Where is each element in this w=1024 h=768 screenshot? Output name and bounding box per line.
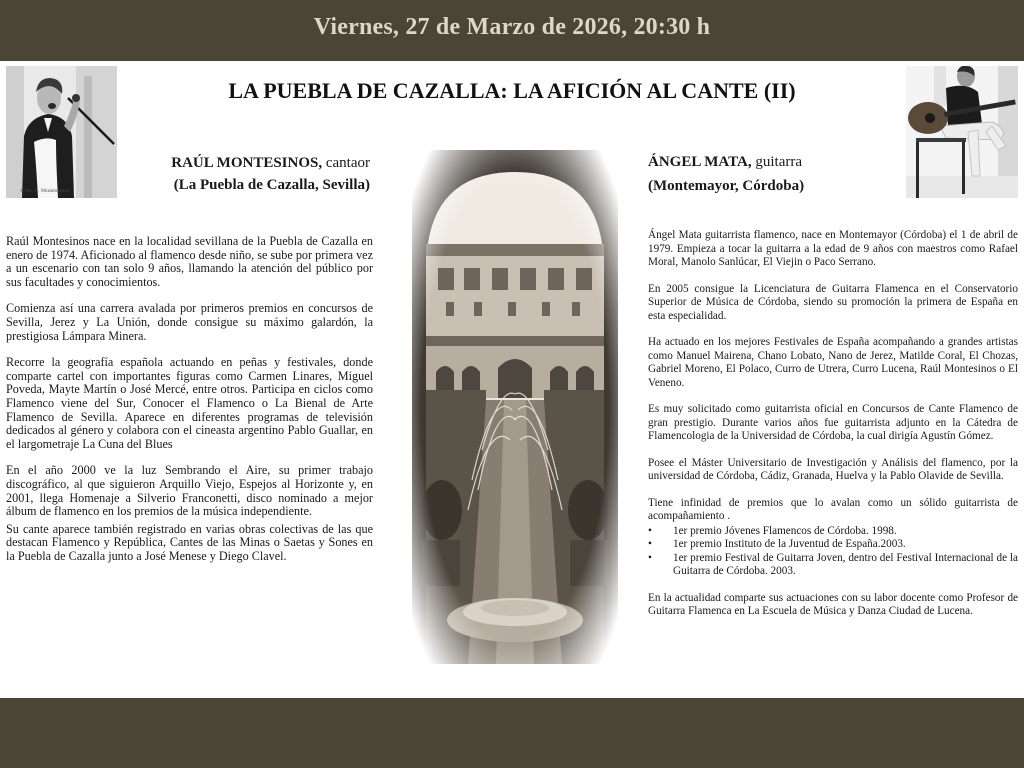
singer-role: cantaor	[325, 155, 370, 171]
guitarist-origin: (Montemayor, Córdoba)	[648, 178, 805, 194]
singer-name: RAÚL MONTESINOS,	[171, 155, 323, 171]
award-item: • 1er premio Instituto de la Juventud de España.2003.	[648, 538, 1018, 552]
singer-bio-paragraph: Raúl Montesinos nace en la localidad sevillana de la Puebla de Cazalla en enero de 1974. Aficionado al flamenco desde niño, se sube por primera vez a un escenario con tan solo 9 años, llamando la atención del público por sus facultades y conocimientos.	[6, 234, 373, 289]
guitarist-name: ÁNGEL MATA,	[648, 154, 752, 170]
singer-origin: (La Puebla de Cazalla, Sevilla)	[173, 177, 370, 193]
singer-image	[6, 66, 117, 198]
guitarist-bio-paragraph: Es muy solicitado como guitarrista oficial en Concursos de Cante Flamenco de gran prestigio. Durante varios años fue guitarrista adjunto en la Cátedra de Flamencologia de la Universidad de Córdoba, la cual dirigía Agustín Gómez.	[648, 403, 1018, 442]
singer-photo	[6, 66, 117, 198]
photo-credit: ©lle. L. Montesinos	[20, 188, 71, 194]
award-item: • 1er premio Jóvenes Flamencos de Córdoba. 1998.	[648, 525, 1018, 539]
singer-bio-paragraph: Recorre la geografía española actuando en peñas y festivales, donde comparte cartel con importantes figuras como Carmen Linares, Miguel Poveda, Mayte Martín o José Mercé, entre otros. Participa en ciclos como Flamenco viene del Sur, Conocer el Flamenco o La Bienal de Arte Flamenco de Sevilla. Aparece en diferentes programas de televisión dedicados al género y colabora con el cineasta argentino Pablo Guallar, en el largometraje La Cuna del Blues	[6, 355, 373, 451]
guitarist-bio-paragraph: En 2005 consigue la Licenciatura de Guitarra Flamenca en el Conservatorio Superior de Música de Córdoba, siendo su promoción la primera de España en esta especialidad.	[648, 282, 1018, 322]
generalife-photo	[412, 150, 618, 664]
event-date: Viernes, 27 de Marzo de 2026, 20:30 h	[313, 14, 711, 40]
singer-bio	[6, 235, 373, 576]
guitarist-bio-paragraph: Ángel Mata guitarrista flamenco, nace en Montemayor (Córdoba) el 1 de abril de 1979. Empieza a tocar la guitarra a la edad de 9 años con maestros como Rafael Moral, Manolo Sanlúcar, El Viejin o Paco Serrano.	[648, 229, 1018, 268]
header-band	[0, 0, 1024, 61]
award-item: • 1er premio Festival de Guitarra Joven, dentro del Festival Internacional de la Guitarra de Córdoba. 2003.	[648, 552, 1018, 579]
guitarist-bio-paragraph: Tiene infinidad de premios que lo avalan como un sólido guitarrista de acompañamiento .	[648, 496, 1018, 522]
guitarist-bio	[648, 229, 1018, 632]
generalife-image	[412, 150, 618, 664]
guitarist-photo	[906, 66, 1018, 198]
guitarist-image	[906, 66, 1018, 198]
guitarist-heading	[648, 150, 898, 198]
singer-heading	[140, 152, 370, 196]
guitarist-name-line	[648, 150, 898, 174]
guitarist-role: guitarra	[755, 154, 803, 170]
singer-bio-paragraph: Su cante aparece también registrado en varias obras colectivas de las que destacan Flamenco y República, Cantes de las Minas o Saetas y Sones en la Puebla de Cazalla junto a José Menese y Diego Clavel.	[6, 521, 373, 563]
singer-name-line	[140, 152, 370, 174]
guitarist-bio-paragraph: Posee el Máster Universitario de Investigación y Análisis del flamenco, por la universidad de Córdoba, Cádiz, Granada, Huelva y la Pablo Olavide de Sevilla.	[648, 456, 1018, 482]
singer-bio-paragraph: Comienza así una carrera avalada por primeros premios en concursos de Sevilla, Jerez y La Unión, donde consigue su máximo galardón, la prestigiosa Lámpara Minera.	[6, 301, 373, 343]
footer-band	[0, 698, 1024, 768]
main-title: LA PUEBLA DE CAZALLA: LA AFICIÓN AL CANTE (II)	[228, 78, 796, 103]
singer-bio-paragraph: En el año 2000 ve la luz Sembrando el Aire, su primer trabajo discográfico, al que siguieron Arquillo Viejo, Espejos al Horizonte y, en 2001, llega Homenaje a Silverio Franconetti, disco nominado a mejor álbum de flamenco en los premios de la música independiente.	[6, 463, 373, 519]
guitarist-bio-closing: En la actualidad comparte sus actuaciones con su labor docente como Profesor de Guitarra Flamenca en La Escuela de Música y Danza Ciudad de Lucena.	[648, 591, 1018, 617]
awards-list	[648, 525, 1018, 579]
guitarist-bio-paragraph: Ha actuado en los mejores Festivales de España acompañando a grandes artistas como Manuel Mairena, Chano Lobato, Nano de Jerez, Matilde Coral, El Chozas, Gabriel Moreno, El Polaco, Curro de Utrera, Curro Lucena, Raúl Montesinos o El Veneno.	[648, 336, 1018, 389]
